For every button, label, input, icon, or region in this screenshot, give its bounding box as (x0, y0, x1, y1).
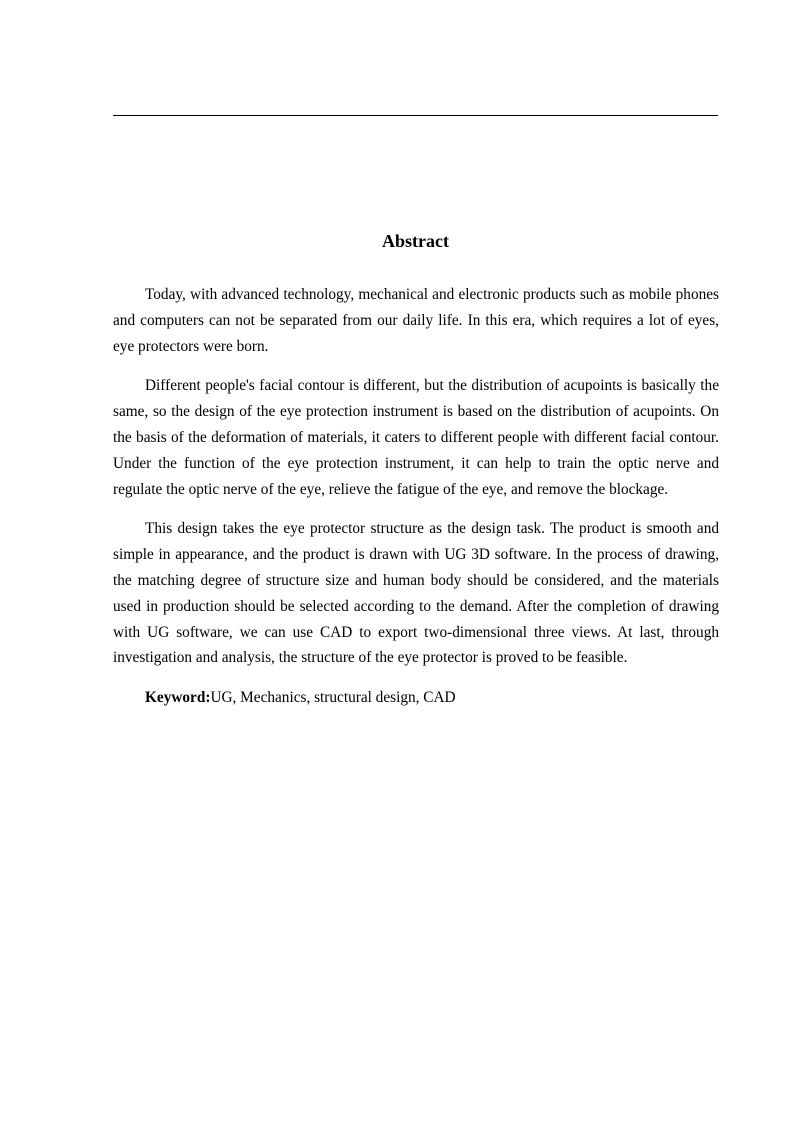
header-rule (113, 115, 718, 116)
keywords-label: Keyword: (145, 689, 211, 707)
abstract-title: Abstract (382, 231, 449, 251)
abstract-paragraph-2: Different people's facial contour is different, but the distribution of acupoints is basically the same, so the design of the eye protection instrument is based on the distribution of acupoints. On the basis of the deformation of materials, it caters to different people with different facial contour. Under the function of the eye protection instrument, it can help to train the optic nerve and regulate the optic nerve of the eye, relieve the fatigue of the eye, and remove the blockage. (113, 377, 719, 498)
abstract-paragraph-1: Today, with advanced technology, mechanical and electronic products such as mobile phones and computers can not be separated from our daily life. In this era, which requires a lot of eyes, eye protectors were born. (113, 286, 719, 355)
keywords-text: UG, Mechanics, structural design, CAD (210, 689, 456, 707)
keywords-line (113, 685, 719, 711)
abstract-body (113, 282, 719, 725)
abstract-paragraph-3: This design takes the eye protector structure as the design task. The product is smooth and simple in appearance, and the product is drawn with UG 3D software. In the process of drawing, the matching degree of structure size and human body should be considered, and the materials used in production should be selected according to the demand. After the completion of drawing with UG software, we can use CAD to export two-dimensional three views. At last, through investigation and analysis, the structure of the eye protector is proved to be feasible. (113, 520, 719, 667)
